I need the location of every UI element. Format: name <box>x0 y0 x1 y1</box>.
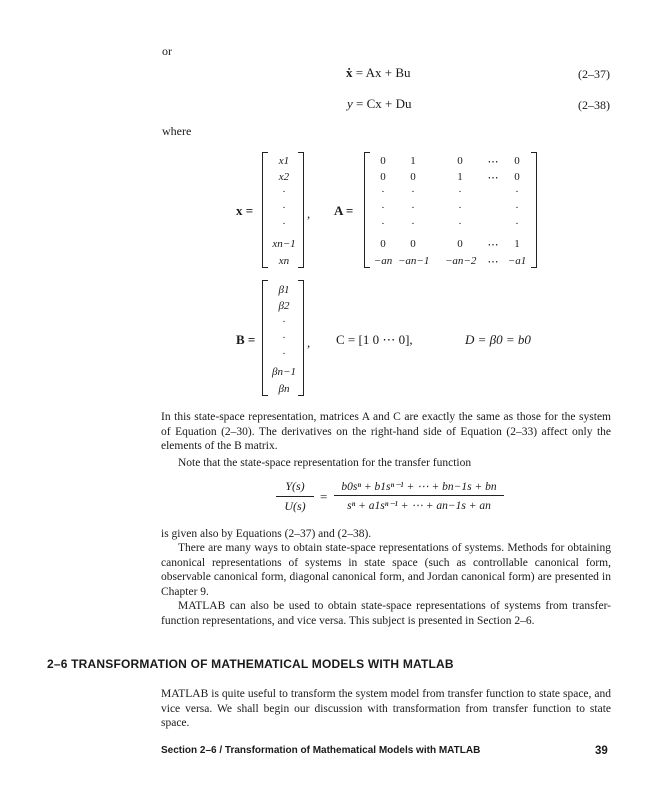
a-matrix-entry: −an−1 <box>398 255 430 267</box>
b-vector-entry: βn−1 <box>272 366 296 378</box>
eq-238-rhs: = Cx + Du <box>356 96 412 111</box>
a-matrix-entry: · <box>515 202 519 214</box>
paragraph-matlab-useful: MATLAB is quite useful to transform the system model from transfer function to state space, and vice versa. We shall begin our discussion with transformation from transfer function to state space. <box>161 688 611 730</box>
b-vector-entry: βn <box>278 383 290 395</box>
x-vector-entry: x1 <box>278 155 290 167</box>
a-matrix-entry: · <box>458 202 462 214</box>
a-matrix-entry: 0 <box>514 155 520 167</box>
a-matrix-entry: 0 <box>410 238 416 250</box>
x-vector-entry: x2 <box>278 171 290 183</box>
a-matrix-entry: 1 <box>410 155 416 167</box>
x-comma: , <box>307 206 311 221</box>
eq-238-number: (2–38) <box>578 98 610 112</box>
a-matrix-entry: ⋯ <box>487 156 499 168</box>
a-matrix-entry: 0 <box>380 171 386 183</box>
section-heading: 2–6 TRANSFORMATION OF MATHEMATICAL MODELS WITH MATLAB <box>47 657 454 671</box>
a-matrix-entry: · <box>381 186 385 198</box>
paragraph-state-space: In this state-space representation, matrices A and C are exactly the same as those for the system of Equation (2–30). The derivatives on the right-hand side of Equation (2–33) affect only the elements of the B matrix. <box>161 411 611 453</box>
b-comma: , <box>307 335 311 350</box>
eq-238-lhs: y <box>347 96 353 111</box>
eq-237-lhs: ẋ <box>346 65 353 80</box>
a-matrix-entry: · <box>381 218 385 230</box>
c-matrix: C = [1 0 ⋯ 0], <box>336 332 413 347</box>
tf-rhs <box>334 479 504 512</box>
b-vector-entry: · <box>282 332 286 344</box>
a-matrix-entry: 0 <box>514 171 520 183</box>
a-matrix-entry: ⋯ <box>487 172 499 184</box>
a-matrix-entry: −an−2 <box>445 255 477 267</box>
b-left-bracket <box>262 280 268 396</box>
footer-running-title: Section 2–6 / Transformation of Mathematical Models with MATLAB <box>161 745 481 756</box>
tf-lhs-fraction-bar <box>276 496 314 497</box>
a-matrix-entry: ⋯ <box>487 239 499 251</box>
a-matrix-entry: 0 <box>380 155 386 167</box>
a-matrix-entry: 1 <box>514 238 520 250</box>
x-left-bracket <box>262 152 268 268</box>
equation-2-37 <box>346 65 411 81</box>
tf-lhs-numerator: Y(s) <box>285 479 305 493</box>
paragraph-matlab-also: MATLAB can also be used to obtain state-space representations of systems from transfer-function representations, and vice versa. This subject is presented in Section 2–6. <box>161 600 611 627</box>
equation-2-38 <box>347 96 412 112</box>
b-vector-entry: · <box>282 316 286 328</box>
intro-or: or <box>162 44 172 58</box>
tf-lhs-denominator: U(s) <box>284 499 306 513</box>
paragraph-many-ways: There are many ways to obtain state-space representations of systems. Methods for obtaining canonical representations of systems in state space (such as controllable canonical form, observable canonical form, diagonal canonical form, and Jordan canonical form) are presented in Chapter 9. <box>161 542 611 598</box>
d-value: D = β0 = b0 <box>465 332 531 347</box>
a-matrix-label: A = <box>334 203 354 218</box>
x-vector-entry: xn <box>278 255 290 267</box>
x-vector-entry: xn−1 <box>272 238 296 250</box>
b-vector-entry: β2 <box>278 300 290 312</box>
a-matrix-entry: −a1 <box>507 255 527 267</box>
eq-237-number: (2–37) <box>578 67 610 81</box>
b-vector-label: B = <box>236 332 256 347</box>
a-matrix-entry: · <box>411 186 415 198</box>
footer-page-number: 39 <box>595 745 608 757</box>
tf-lhs <box>270 479 320 514</box>
x-vector-entry: · <box>282 202 286 214</box>
eq-237-rhs: = Ax + Bu <box>355 65 411 80</box>
x-vector-label: x = <box>236 203 254 218</box>
a-matrix-entry: · <box>411 202 415 214</box>
a-matrix-entry: · <box>411 218 415 230</box>
x-vector-entry: · <box>282 218 286 230</box>
where-word: where <box>162 124 192 138</box>
x-vector-entry: · <box>282 186 286 198</box>
paragraph-given-also: is given also by Equations (2–37) and (2–38). <box>161 528 372 540</box>
a-matrix-entry: 0 <box>457 238 463 250</box>
a-matrix-entry: · <box>515 186 519 198</box>
b-vector-entry: · <box>282 348 286 360</box>
tf-rhs-numerator: b0sⁿ + b1sⁿ⁻¹ + ⋯ + bn−1s + bn <box>341 481 497 493</box>
tf-rhs-denominator: sⁿ + a1sⁿ⁻¹ + ⋯ + an−1s + an <box>347 500 491 512</box>
a-matrix-entry: 1 <box>457 171 463 183</box>
paragraph-transfer-intro: Note that the state-space representation for the transfer function <box>178 457 472 469</box>
a-matrix-entry: 0 <box>410 171 416 183</box>
tf-rhs-fraction-bar <box>334 495 504 496</box>
b-vector-entry: β1 <box>278 284 290 296</box>
a-matrix-entry: · <box>458 186 462 198</box>
a-matrix-entry: ⋯ <box>487 256 499 268</box>
a-matrix-entry: · <box>381 202 385 214</box>
a-matrix-entry: · <box>515 218 519 230</box>
a-matrix-entry: 0 <box>380 238 386 250</box>
tf-equals: = <box>320 489 328 504</box>
a-matrix-entry: · <box>458 218 462 230</box>
a-matrix-entry: −an <box>373 255 393 267</box>
a-matrix-entry: 0 <box>457 155 463 167</box>
